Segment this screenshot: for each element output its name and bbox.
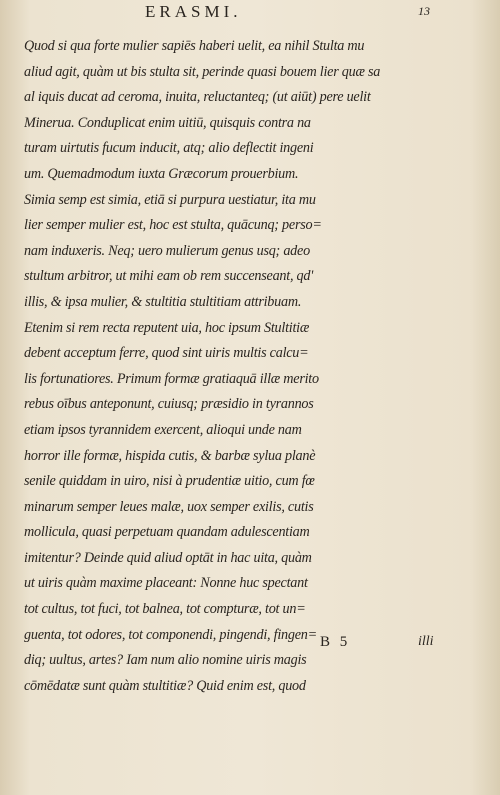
page-number: 13 (418, 4, 430, 18)
text-line: horror ille formæ, hispida cutis, & barbæ sylua planè (24, 447, 316, 464)
text-line: ut uiris quàm maxime placeant: Nonne huc spectant (24, 575, 308, 592)
text-line: Etenim si rem recta reputent uia, hoc ipsum Stultitiæ (24, 319, 310, 336)
text-line: um. Quemadmodum iuxta Græcorum prouerbium. (24, 165, 299, 182)
text-line: rebus oībus anteponunt, cuiusq; præsidio in tyrannos (24, 396, 314, 413)
text-line: nam induxeris. Neq; uero mulierum genus usq; adeo (24, 242, 310, 259)
text-line: tot cultus, tot fuci, tot balnea, tot compturæ, tot un= (24, 601, 306, 618)
page-header (0, 0, 500, 28)
text-line: al iquis ducat ad ceroma, inuita, reluctanteq; (ut aiūt) pere uelit (24, 89, 371, 106)
text-line: diq; uultus, artes? Iam num alio nomine uiris magis (24, 652, 307, 669)
text-line: lis fortunatiores. Primum formæ gratiaquā illæ merito (24, 370, 319, 387)
page-footer (0, 632, 500, 658)
text-line: cōmēdatæ sunt quàm stultitiæ? Quid enim est, quod (24, 677, 306, 694)
text-line: lier semper mulier est, hoc est stulta, quācunq; perso= (24, 217, 322, 234)
text-line: Simia semp est simia, etiā si purpura uestiatur, ita mu (24, 191, 316, 208)
text-line: aliud agit, quàm ut bis stulta sit, perinde quasi bouem lier quæ sa (24, 63, 381, 80)
text-line: mollicula, quasi perpetuam quandam adulescentiam (24, 524, 310, 541)
text-line: Quod si qua forte mulier sapiēs haberi uelit, ea nihil Stulta mu (24, 38, 365, 54)
text-line: imitentur? Deinde quid aliud optāt in hac uita, quàm (24, 549, 312, 566)
catchword: illi (418, 634, 434, 649)
text-line: illis, & ipsa mulier, & stultitia stultitiam attribuam. (24, 293, 302, 310)
text-line: minarum semper leues malæ, uox semper exilis, cutis (24, 498, 314, 515)
text-line: turam uirtutis fucum inducit, atq; alio deflectit ingeni (24, 140, 314, 157)
text-line: debent acceptum ferre, quod sint uiris multis calcu= (24, 345, 309, 362)
text-line: guenta, tot odores, tot componendi, pingendi, fingen= (24, 626, 317, 643)
text-block (24, 34, 476, 699)
running-head: ERASMI. (145, 2, 242, 21)
signature-mark: B 5 (320, 634, 351, 650)
text-line: Minerua. Conduplicat enim uitiū, quisquis contra na (24, 114, 311, 131)
text-line: senile quiddam in uiro, nisi à prudentiæ uitio, cum fœ (24, 473, 315, 490)
text-line: etiam ipsos tyrannidem exercent, alioqui unde nam (24, 421, 302, 438)
text-line: stultum arbitror, ut mihi eam ob rem succenseant, qd' (24, 268, 314, 285)
